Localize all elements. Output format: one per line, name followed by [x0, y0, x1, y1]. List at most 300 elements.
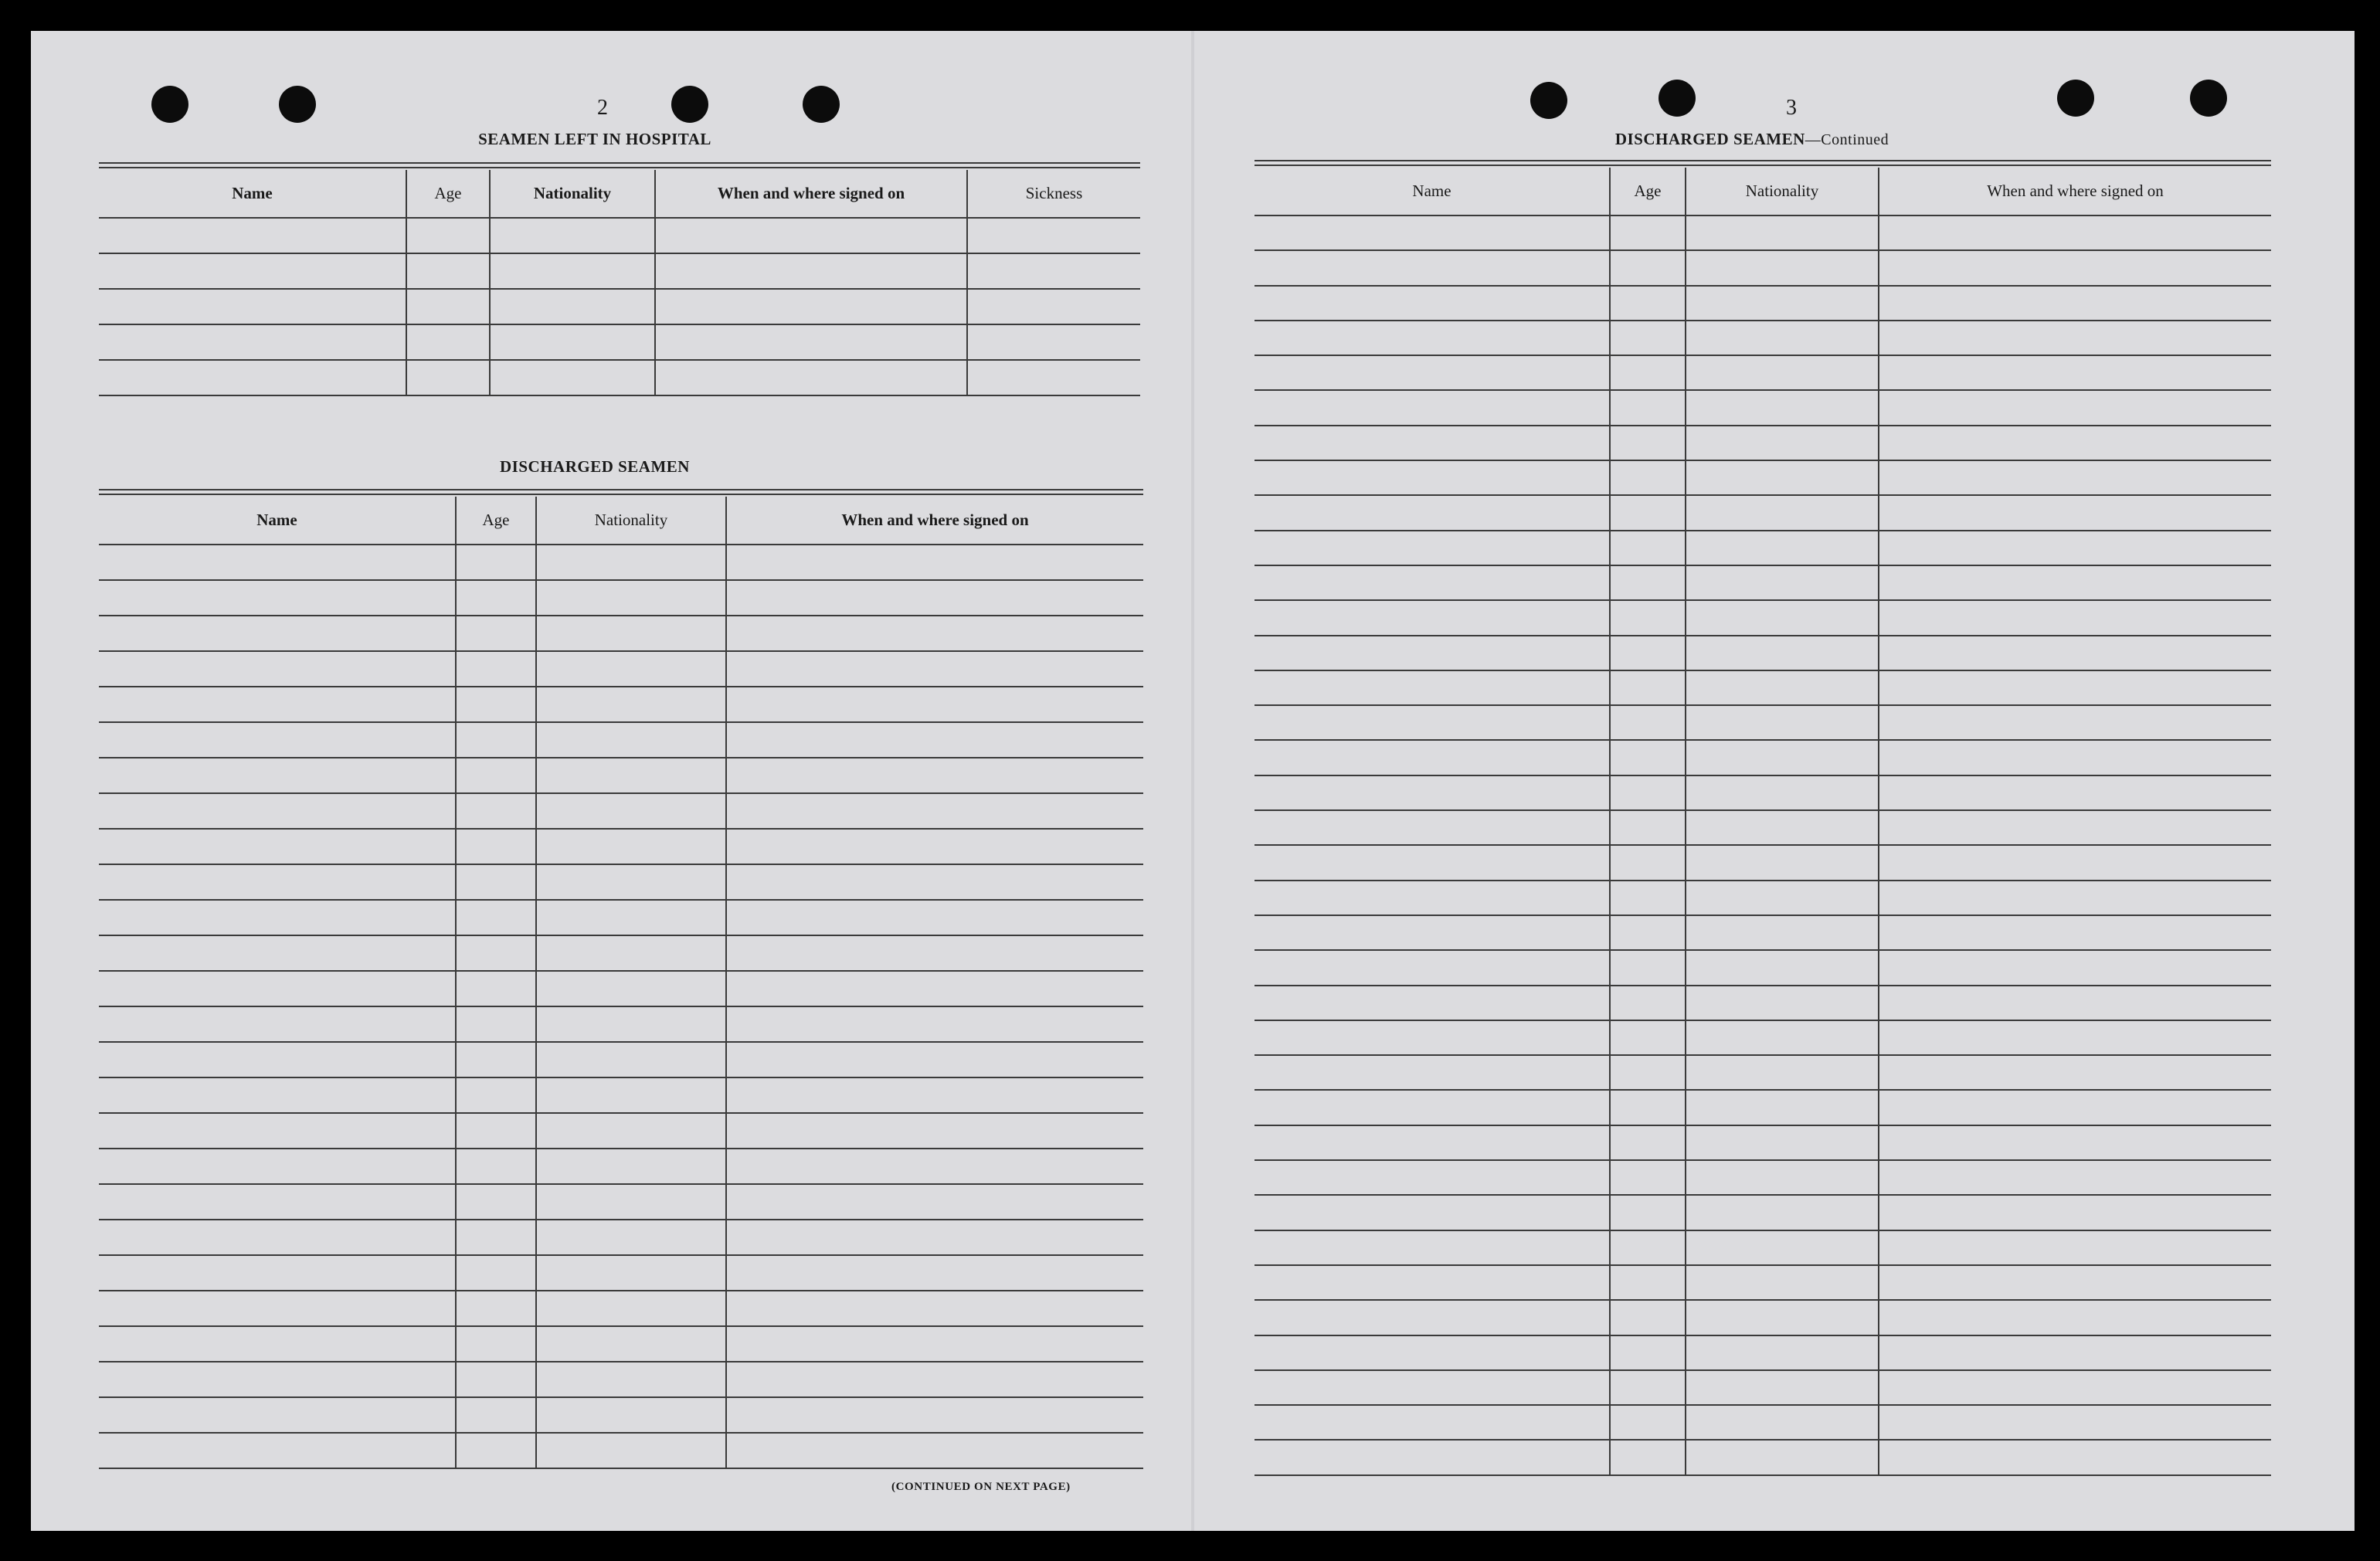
table-cell — [1879, 1160, 2271, 1195]
table-row — [1255, 775, 2271, 810]
table-row — [1255, 1020, 2271, 1055]
table-cell — [1879, 1230, 2271, 1265]
table-cell — [536, 1006, 726, 1042]
table-row — [1255, 215, 2271, 250]
table-cell — [99, 687, 456, 722]
table-cell — [99, 1184, 456, 1220]
table-cell — [726, 651, 1143, 687]
table-cell — [1255, 531, 1610, 565]
table-row — [1255, 1125, 2271, 1160]
column-header-name: Name — [99, 170, 406, 218]
table-row — [1255, 705, 2271, 740]
table-cell — [99, 545, 456, 580]
table-cell — [1255, 1265, 1610, 1300]
table-cell — [99, 1397, 456, 1433]
table-cell — [1255, 1160, 1610, 1195]
table-row — [99, 324, 1140, 360]
table-cell — [726, 580, 1143, 616]
table-cell — [1686, 355, 1879, 390]
table-row — [99, 218, 1140, 253]
table-cell — [1686, 250, 1879, 285]
table-row — [1255, 355, 2271, 390]
table-cell — [536, 1255, 726, 1291]
table-cell — [1610, 321, 1686, 355]
table-cell — [1686, 1370, 1879, 1405]
discharged-continued-table-body — [1255, 215, 2271, 1475]
table-cell — [726, 1326, 1143, 1362]
table-row — [99, 651, 1143, 687]
table-row — [99, 971, 1143, 1006]
table-cell — [1610, 460, 1686, 495]
table-cell — [1255, 355, 1610, 390]
table-cell — [99, 616, 456, 651]
table-cell — [456, 616, 536, 651]
table-cell — [1255, 390, 1610, 425]
table-row — [1255, 600, 2271, 635]
discharged-continued-label: DISCHARGED SEAMEN — [1614, 130, 1805, 148]
table-cell — [726, 687, 1143, 722]
table-row — [1255, 845, 2271, 880]
table-cell — [1610, 286, 1686, 321]
table-cell — [1610, 810, 1686, 845]
table-cell — [1255, 495, 1610, 530]
column-header-signed-on: When and where signed on — [726, 497, 1143, 545]
table-row — [99, 616, 1143, 651]
table-cell — [1610, 881, 1686, 915]
table-cell — [536, 1077, 726, 1113]
table-row — [1255, 1300, 2271, 1335]
table-cell — [1255, 600, 1610, 635]
discharged-top-rule — [99, 489, 1143, 495]
table-cell — [1255, 426, 1610, 460]
table-cell — [1255, 881, 1610, 915]
table-cell — [99, 651, 456, 687]
table-row — [1255, 1230, 2271, 1265]
table-cell — [726, 864, 1143, 900]
table-row — [1255, 321, 2271, 355]
table-row — [99, 1113, 1143, 1149]
table-cell — [99, 1149, 456, 1184]
table-cell — [536, 1362, 726, 1397]
table-cell — [99, 1326, 456, 1362]
table-cell — [1610, 636, 1686, 670]
table-cell — [1879, 531, 2271, 565]
table-cell — [1686, 881, 1879, 915]
table-row — [1255, 390, 2271, 425]
table-cell — [1879, 495, 2271, 530]
table-row — [99, 1326, 1143, 1362]
table-row — [1255, 1440, 2271, 1474]
table-cell — [536, 1184, 726, 1220]
table-cell — [1879, 1370, 2271, 1405]
table-cell — [1255, 460, 1610, 495]
table-cell — [1686, 705, 1879, 740]
table-cell — [1610, 215, 1686, 250]
hospital-section-title: SEAMEN LEFT IN HOSPITAL — [478, 130, 711, 148]
table-cell — [536, 1042, 726, 1077]
discharged-section-title: DISCHARGED SEAMEN — [500, 457, 690, 476]
table-cell — [1610, 426, 1686, 460]
table-cell — [1879, 565, 2271, 600]
table-cell — [456, 1397, 536, 1433]
table-cell — [536, 1220, 726, 1255]
table-row — [99, 793, 1143, 829]
table-cell — [536, 1113, 726, 1149]
table-cell — [456, 1006, 536, 1042]
column-header-name: Name — [1255, 168, 1610, 215]
table-cell — [536, 651, 726, 687]
table-row — [99, 360, 1140, 395]
table-cell — [456, 864, 536, 900]
table-cell — [726, 1362, 1143, 1397]
table-cell — [1255, 915, 1610, 950]
table-row — [99, 900, 1143, 935]
table-cell — [1255, 250, 1610, 285]
table-cell — [1255, 845, 1610, 880]
table-cell — [1686, 1090, 1879, 1125]
table-row — [99, 545, 1143, 580]
table-row — [99, 1184, 1143, 1220]
table-cell — [1255, 950, 1610, 985]
table-cell — [726, 1184, 1143, 1220]
document-sheet — [31, 31, 2355, 1531]
table-cell — [1686, 531, 1879, 565]
table-cell — [1255, 565, 1610, 600]
table-cell — [1610, 1055, 1686, 1090]
table-cell — [726, 829, 1143, 864]
table-cell — [1879, 1020, 2271, 1055]
table-cell — [1879, 460, 2271, 495]
table-cell — [536, 971, 726, 1006]
table-cell — [1610, 1440, 1686, 1474]
table-row — [99, 253, 1140, 289]
table-row — [1255, 986, 2271, 1020]
table-cell — [536, 722, 726, 758]
table-cell — [1610, 250, 1686, 285]
table-cell — [99, 900, 456, 935]
table-cell — [1879, 915, 2271, 950]
table-cell — [456, 758, 536, 793]
table-row — [1255, 286, 2271, 321]
table-cell — [1879, 1300, 2271, 1335]
table-cell — [456, 1255, 536, 1291]
table-cell — [456, 545, 536, 580]
table-cell — [99, 722, 456, 758]
table-cell — [1610, 600, 1686, 635]
table-cell — [536, 580, 726, 616]
continued-suffix: —Continued — [1805, 131, 1889, 148]
table-cell — [536, 1433, 726, 1468]
table-cell — [1686, 1405, 1879, 1440]
table-cell — [1610, 1300, 1686, 1335]
table-cell — [456, 1220, 536, 1255]
table-cell — [99, 1291, 456, 1326]
table-cell — [1879, 775, 2271, 810]
table-cell — [99, 1433, 456, 1468]
table-row — [99, 935, 1143, 971]
table-cell — [1686, 1020, 1879, 1055]
table-cell — [1879, 986, 2271, 1020]
table-cell — [1686, 460, 1879, 495]
table-cell — [1610, 531, 1686, 565]
table-cell — [1610, 986, 1686, 1020]
table-cell — [456, 1077, 536, 1113]
table-cell — [1879, 1405, 2271, 1440]
table-cell — [1686, 286, 1879, 321]
table-cell — [1686, 915, 1879, 950]
column-header-signed-on: When and where signed on — [655, 170, 967, 218]
table-cell — [536, 758, 726, 793]
table-cell — [726, 1291, 1143, 1326]
table-cell — [1686, 565, 1879, 600]
table-row — [1255, 881, 2271, 915]
table-cell — [99, 580, 456, 616]
table-cell — [1255, 1440, 1610, 1474]
table-row — [99, 1149, 1143, 1184]
table-cell — [1255, 986, 1610, 1020]
table-cell — [1255, 775, 1610, 810]
left-page — [31, 31, 1193, 1531]
table-cell — [456, 1113, 536, 1149]
table-row — [99, 1077, 1143, 1113]
table-cell — [1879, 355, 2271, 390]
column-header-age: Age — [1610, 168, 1686, 215]
table-row — [1255, 565, 2271, 600]
table-cell — [456, 1149, 536, 1184]
table-cell — [1610, 705, 1686, 740]
table-cell — [1879, 881, 2271, 915]
table-cell — [1255, 1055, 1610, 1090]
table-row — [1255, 1335, 2271, 1370]
table-cell — [1610, 495, 1686, 530]
table-cell — [536, 1291, 726, 1326]
table-cell — [726, 900, 1143, 935]
table-cell — [1879, 1125, 2271, 1160]
table-cell — [1610, 1370, 1686, 1405]
table-cell — [726, 793, 1143, 829]
table-row — [1255, 950, 2271, 985]
table-row — [1255, 1265, 2271, 1300]
table-cell — [1879, 390, 2271, 425]
table-cell — [1879, 1055, 2271, 1090]
table-cell — [536, 1326, 726, 1362]
discharged-continued-top-rule — [1255, 160, 2271, 166]
table-row — [1255, 250, 2271, 285]
table-cell — [1879, 1440, 2271, 1474]
table-cell — [99, 1042, 456, 1077]
table-cell — [1879, 810, 2271, 845]
table-cell — [1686, 986, 1879, 1020]
table-row — [99, 864, 1143, 900]
table-cell — [456, 829, 536, 864]
table-cell — [456, 900, 536, 935]
table-row — [1255, 495, 2271, 530]
table-cell — [456, 1184, 536, 1220]
table-cell — [1255, 1090, 1610, 1125]
table-cell — [1879, 636, 2271, 670]
table-row — [1255, 1160, 2271, 1195]
table-cell — [1255, 1335, 1610, 1370]
table-cell — [1610, 565, 1686, 600]
table-cell — [1610, 1195, 1686, 1230]
column-header-age: Age — [406, 170, 490, 218]
table-cell — [1610, 355, 1686, 390]
table-row — [1255, 670, 2271, 705]
table-cell — [726, 1220, 1143, 1255]
table-cell — [1255, 286, 1610, 321]
table-cell — [99, 793, 456, 829]
hospital-top-rule — [99, 162, 1140, 168]
table-cell — [1610, 950, 1686, 985]
table-cell — [1686, 426, 1879, 460]
right-page — [1193, 31, 2355, 1531]
table-cell — [1686, 390, 1879, 425]
table-cell — [1255, 321, 1610, 355]
table-cell — [1879, 670, 2271, 705]
table-cell — [1879, 1335, 2271, 1370]
table-row — [99, 1433, 1143, 1468]
table-cell — [1255, 740, 1610, 775]
table-cell — [1879, 705, 2271, 740]
table-cell — [1255, 810, 1610, 845]
table-row — [1255, 460, 2271, 495]
table-cell — [1610, 1335, 1686, 1370]
table-cell — [536, 935, 726, 971]
table-cell — [99, 1220, 456, 1255]
table-cell — [726, 1433, 1143, 1468]
table-cell — [1610, 915, 1686, 950]
table-cell — [99, 1113, 456, 1149]
column-header-age: Age — [456, 497, 536, 545]
table-cell — [456, 793, 536, 829]
table-cell — [1686, 1335, 1879, 1370]
table-cell — [726, 1006, 1143, 1042]
table-cell — [456, 651, 536, 687]
table-cell — [456, 935, 536, 971]
table-row — [1255, 531, 2271, 565]
table-cell — [1610, 845, 1686, 880]
table-cell — [1686, 845, 1879, 880]
table-cell — [1255, 705, 1610, 740]
table-cell — [536, 1149, 726, 1184]
table-row — [1255, 1195, 2271, 1230]
table-cell — [1686, 321, 1879, 355]
table-cell — [456, 580, 536, 616]
table-cell — [1255, 1195, 1610, 1230]
table-cell — [1879, 845, 2271, 880]
table-cell — [1686, 495, 1879, 530]
table-cell — [726, 722, 1143, 758]
column-header-nationality: Nationality — [1686, 168, 1879, 215]
table-cell — [1255, 670, 1610, 705]
table-cell — [456, 1362, 536, 1397]
table-row — [99, 722, 1143, 758]
table-cell — [1686, 740, 1879, 775]
table-cell — [1879, 426, 2271, 460]
table-cell — [1255, 1230, 1610, 1265]
hospital-table — [99, 170, 1140, 396]
table-cell — [536, 864, 726, 900]
continued-note: (CONTINUED ON NEXT PAGE) — [891, 1481, 1071, 1493]
table-row — [1255, 1370, 2271, 1405]
column-header-sickness: Sickness — [967, 170, 1140, 218]
table-cell — [99, 1077, 456, 1113]
table-cell — [456, 1042, 536, 1077]
table-cell — [726, 1077, 1143, 1113]
table-cell — [726, 1255, 1143, 1291]
table-cell — [1610, 1405, 1686, 1440]
table-row — [99, 687, 1143, 722]
table-cell — [99, 971, 456, 1006]
table-row — [1255, 915, 2271, 950]
table-row — [99, 580, 1143, 616]
table-cell — [1686, 215, 1879, 250]
table-row — [99, 1042, 1143, 1077]
table-cell — [99, 1362, 456, 1397]
table-row — [1255, 810, 2271, 845]
table-cell — [456, 687, 536, 722]
table-cell — [1686, 950, 1879, 985]
table-row — [1255, 1090, 2271, 1125]
table-cell — [1686, 1055, 1879, 1090]
table-row — [1255, 1055, 2271, 1090]
table-cell — [1879, 1195, 2271, 1230]
table-cell — [1686, 670, 1879, 705]
table-cell — [536, 793, 726, 829]
table-cell — [726, 758, 1143, 793]
table-cell — [536, 545, 726, 580]
table-row — [99, 829, 1143, 864]
table-row — [1255, 636, 2271, 670]
table-cell — [726, 545, 1143, 580]
table-cell — [1686, 1160, 1879, 1195]
table-row — [99, 1006, 1143, 1042]
table-row — [99, 1362, 1143, 1397]
table-cell — [1686, 810, 1879, 845]
table-cell — [536, 829, 726, 864]
table-row — [99, 1255, 1143, 1291]
table-cell — [99, 1006, 456, 1042]
table-row — [1255, 740, 2271, 775]
table-cell — [1255, 1020, 1610, 1055]
table-cell — [1255, 636, 1610, 670]
discharged-table — [99, 497, 1143, 1469]
table-row — [99, 1291, 1143, 1326]
table-cell — [1610, 1265, 1686, 1300]
table-cell — [1879, 215, 2271, 250]
table-cell — [1255, 1300, 1610, 1335]
table-cell — [536, 616, 726, 651]
table-cell — [1686, 1300, 1879, 1335]
table-row — [99, 1220, 1143, 1255]
table-cell — [536, 900, 726, 935]
table-cell — [99, 758, 456, 793]
table-cell — [99, 864, 456, 900]
table-cell — [1610, 390, 1686, 425]
table-cell — [726, 1149, 1143, 1184]
page-number: 2 — [597, 96, 608, 120]
table-cell — [1255, 1125, 1610, 1160]
table-cell — [1610, 1160, 1686, 1195]
table-cell — [1686, 1125, 1879, 1160]
table-cell — [1610, 1020, 1686, 1055]
table-cell — [456, 722, 536, 758]
table-cell — [726, 1113, 1143, 1149]
discharged-continued-table — [1255, 168, 2271, 1476]
column-header-nationality: Nationality — [536, 497, 726, 545]
table-cell — [1255, 215, 1610, 250]
table-cell — [726, 1397, 1143, 1433]
